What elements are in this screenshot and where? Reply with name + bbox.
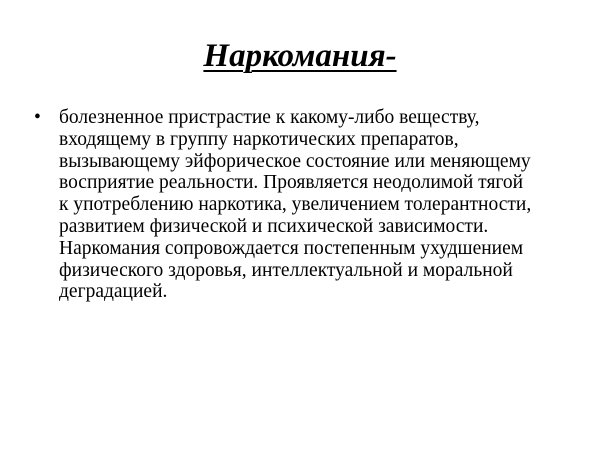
bullet-dot-icon: •	[34, 107, 41, 128]
bullet-text: болезненное пристрастие к какому-либо веществу, входящему в группу наркотических препаратов, вызывающему эйфорическое состояние или меняющему восприятие реальности. Проявляется неодолимой тягой к употреблению наркотика, увеличением толерантности, развитием физической и психической зависимости. Наркомания сопровождается постепенным ухудшением физического здоровья, интеллектуальной и моральной деградацией.	[59, 107, 532, 303]
bullet-item	[34, 107, 534, 303]
slide-title: Наркомания-	[203, 38, 397, 74]
bullet-list	[34, 107, 534, 303]
